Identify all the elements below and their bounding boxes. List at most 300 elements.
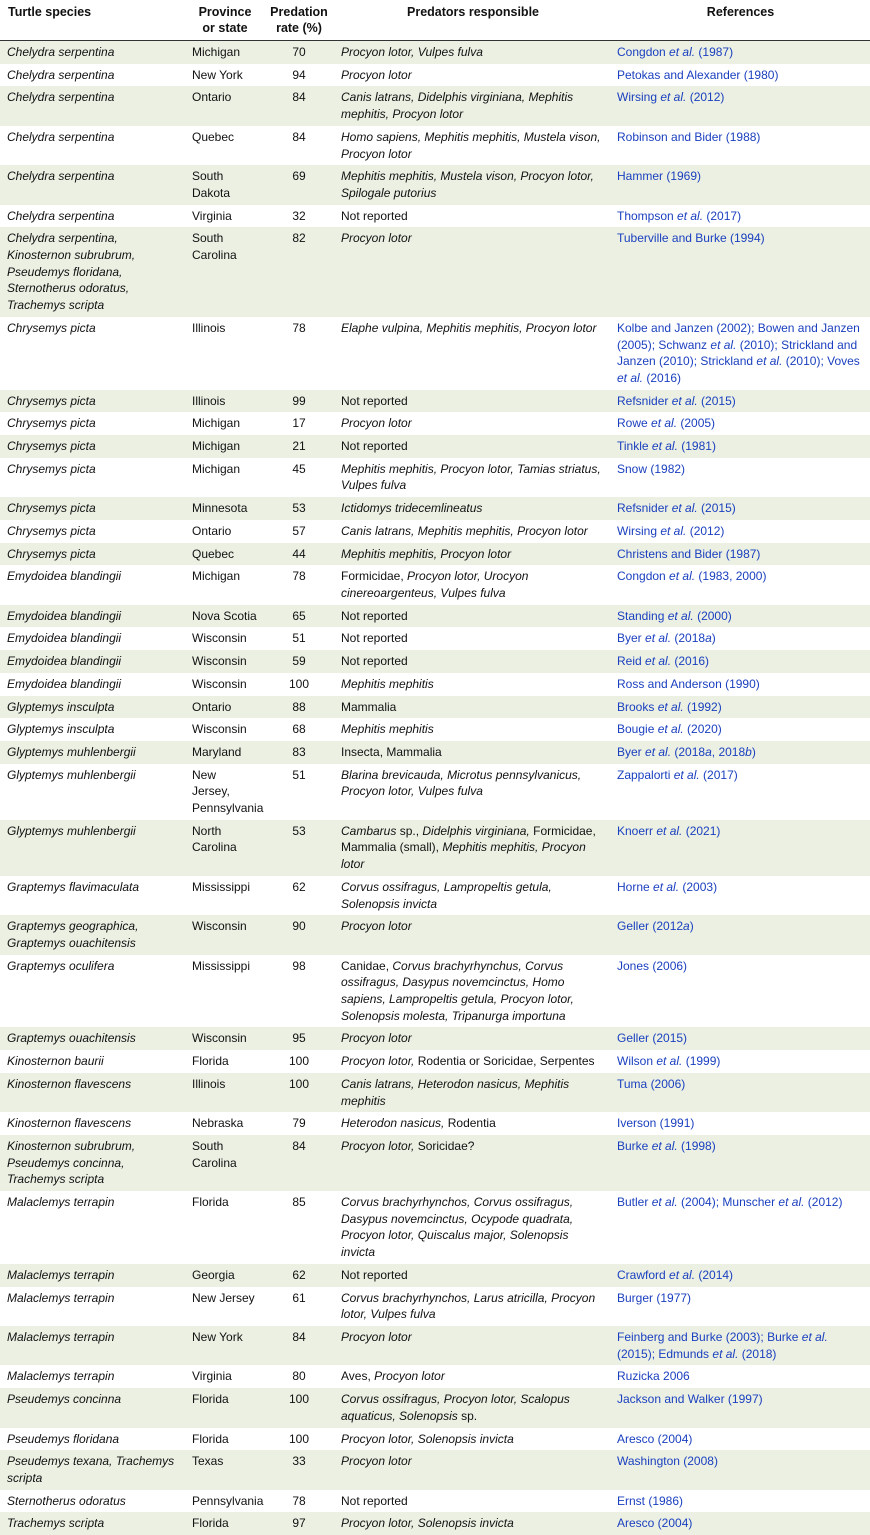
rate-cell: 53: [263, 820, 335, 876]
predator-name: Mammalia: [386, 745, 441, 759]
predator-name: Mammalia (small),: [341, 840, 442, 854]
rate-cell: 99: [263, 390, 335, 413]
table-row: [0, 718, 870, 741]
predator-name: Elaphe vulpina,: [341, 321, 426, 335]
rate-cell: 84: [263, 1326, 335, 1365]
predators-cell: [335, 126, 611, 165]
predator-name: Mammalia: [341, 700, 396, 714]
predator-name: Vulpes fulva: [418, 784, 483, 798]
references-cell[interactable]: Robinson and Bider (1988): [611, 126, 870, 165]
predators-cell: [335, 86, 611, 125]
predators-cell: [335, 605, 611, 628]
header-row: [0, 0, 870, 41]
references-cell[interactable]: Jackson and Walker (1997): [611, 1388, 870, 1427]
predator-name: Procyon lotor,: [341, 1432, 418, 1446]
rate-cell: 100: [263, 673, 335, 696]
predators-cell: [335, 435, 611, 458]
predators-cell: [335, 1326, 611, 1365]
province-cell: Wisconsin: [187, 673, 263, 696]
predators-cell: [335, 718, 611, 741]
species-cell: Chrysemys picta: [0, 412, 187, 435]
references-cell[interactable]: Standing et al. (2000): [611, 605, 870, 628]
province-cell: Wisconsin: [187, 627, 263, 650]
predator-name: Procyon lotor,: [341, 1054, 418, 1068]
province-cell: Ontario: [187, 696, 263, 719]
predator-name: Ocypode quadrata,: [471, 1212, 573, 1226]
predators-cell: [335, 1428, 611, 1451]
predator-name: Canis latrans,: [341, 1077, 418, 1091]
species-cell: Malaclemys terrapin: [0, 1287, 187, 1326]
table-row: [0, 915, 870, 954]
species-cell: Malaclemys terrapin: [0, 1191, 187, 1264]
rate-cell: 57: [263, 520, 335, 543]
predator-name: Solenopsis invicta: [418, 1516, 514, 1530]
predator-name: Ictidomys tridecemlineatus: [341, 501, 482, 515]
rate-cell: 78: [263, 1490, 335, 1513]
predators-cell: [335, 390, 611, 413]
species-cell: Chrysemys picta: [0, 317, 187, 390]
rate-cell: 62: [263, 876, 335, 915]
province-cell: Michigan: [187, 41, 263, 64]
predator-name: Corvus ossifragus,: [341, 959, 563, 990]
predators-cell: [335, 1073, 611, 1112]
predator-name: Blarina brevicauda,: [341, 768, 447, 782]
predator-name: Aves,: [341, 1369, 374, 1383]
predator-name: Soricidae?: [418, 1139, 475, 1153]
predators-cell: [335, 1287, 611, 1326]
province-cell: Texas: [187, 1450, 263, 1489]
predator-name: Didelphis virginiana,: [422, 824, 533, 838]
table-row: [0, 205, 870, 228]
province-cell: Florida: [187, 1050, 263, 1073]
rate-cell: 84: [263, 1135, 335, 1191]
predator-name: Procyon lotor: [341, 416, 412, 430]
species-cell: Kinosternon subrubrum, Pseudemys concinna, Trachemys scripta: [0, 1135, 187, 1191]
rate-cell: 61: [263, 1287, 335, 1326]
references-cell[interactable]: Wirsing et al. (2012): [611, 86, 870, 125]
predator-name: Procyon lotor: [341, 68, 412, 82]
rate-cell: 44: [263, 543, 335, 566]
table-row: [0, 165, 870, 204]
rate-cell: 45: [263, 458, 335, 497]
predator-name: Canis latrans,: [341, 90, 418, 104]
references-cell[interactable]: Kolbe and Janzen (2002); Bowen and Janzen (2005); Schwanz et al. (2010); Strickland and Janzen (2010); Strickland et al. (2010); Voves et al. (2016): [611, 317, 870, 390]
predator-name: Procyon lotor: [374, 1369, 445, 1383]
province-cell: Michigan: [187, 565, 263, 604]
predators-cell: [335, 1112, 611, 1135]
rate-cell: 65: [263, 605, 335, 628]
predator-name: Mephitis mephitis: [341, 1077, 569, 1108]
predator-name: Procyon lotor,: [341, 1291, 595, 1322]
rate-cell: 68: [263, 718, 335, 741]
predator-name: Procyon lotor,: [341, 1516, 418, 1530]
table-row: [0, 412, 870, 435]
table-row: [0, 126, 870, 165]
species-cell: Chelydra serpentina: [0, 165, 187, 204]
province-cell: Nebraska: [187, 1112, 263, 1135]
species-cell: Glyptemys muhlenbergii: [0, 741, 187, 764]
predator-name: Cambarus sp.,: [341, 824, 422, 838]
rate-cell: 100: [263, 1073, 335, 1112]
species-cell: Chelydra serpentina: [0, 126, 187, 165]
table-row: [0, 41, 870, 64]
predator-name: Solenopsis invicta: [418, 1432, 514, 1446]
province-cell: Florida: [187, 1428, 263, 1451]
predators-cell: [335, 673, 611, 696]
province-cell: Wisconsin: [187, 915, 263, 954]
predator-name: Heterodon nasicus,: [418, 1077, 525, 1091]
predators-cell: [335, 955, 611, 1028]
predators-cell: [335, 41, 611, 64]
province-cell: North Carolina: [187, 820, 263, 876]
predator-name: Vulpes fulva: [341, 478, 406, 492]
references-cell[interactable]: Aresco (2004): [611, 1428, 870, 1451]
predator-name: Mephitis mephitis: [341, 677, 434, 691]
species-cell: Graptemys flavimaculata: [0, 876, 187, 915]
predator-name: Corvus brachyrhynchos,: [341, 1195, 474, 1209]
references-cell[interactable]: Burke et al. (1998): [611, 1135, 870, 1191]
province-cell: Illinois: [187, 1073, 263, 1112]
references-cell[interactable]: Ross and Anderson (1990): [611, 673, 870, 696]
predator-name: Microtus pennsylvanicus,: [447, 768, 581, 782]
province-cell: South Dakota: [187, 165, 263, 204]
predator-name: Canidae,: [341, 959, 392, 973]
table-row: [0, 1512, 870, 1535]
predator-name: Procyon lotor: [341, 1031, 412, 1045]
rate-cell: 17: [263, 412, 335, 435]
predators-cell: [335, 520, 611, 543]
province-cell: Wisconsin: [187, 1027, 263, 1050]
header-species: Turtle species: [0, 0, 187, 41]
predator-name: Dasypus novemcinctus,: [402, 975, 532, 989]
province-cell: Virginia: [187, 1365, 263, 1388]
predator-name: Corvus ossifragus,: [341, 880, 444, 894]
province-cell: Michigan: [187, 435, 263, 458]
predator-name: Procyon lotor,: [341, 1139, 418, 1153]
references-cell[interactable]: Wirsing et al. (2012): [611, 520, 870, 543]
predator-name: Mephitis mephitis,: [418, 524, 517, 538]
predator-name: Not reported: [341, 439, 408, 453]
references-cell[interactable]: Brooks et al. (1992): [611, 696, 870, 719]
predators-cell: [335, 915, 611, 954]
province-cell: Florida: [187, 1191, 263, 1264]
references-cell[interactable]: Tuberville and Burke (1994): [611, 227, 870, 317]
predator-name: Not reported: [341, 1268, 408, 1282]
predator-name: Procyon lotor: [517, 524, 588, 538]
predator-name: Didelphis virginiana,: [418, 90, 529, 104]
province-cell: South Carolina: [187, 1135, 263, 1191]
header-rate: Predation rate (%): [263, 0, 335, 41]
province-cell: Michigan: [187, 412, 263, 435]
predator-name: Not reported: [341, 1494, 408, 1508]
province-cell: Ontario: [187, 86, 263, 125]
species-cell: Emydoidea blandingii: [0, 627, 187, 650]
predator-name: Mephitis mephitis,: [341, 547, 440, 561]
table-row: [0, 1428, 870, 1451]
province-cell: Wisconsin: [187, 650, 263, 673]
species-cell: Glyptemys muhlenbergii: [0, 820, 187, 876]
references-cell[interactable]: Christens and Bider (1987): [611, 543, 870, 566]
table-row: [0, 64, 870, 87]
predator-name: Procyon lotor,: [407, 569, 484, 583]
references-cell[interactable]: Congdon et al. (1987): [611, 41, 870, 64]
predator-name: Mustela vison,: [440, 169, 520, 183]
predator-name: Procyon lotor: [341, 919, 412, 933]
references-cell[interactable]: Geller (2012a): [611, 915, 870, 954]
predator-name: Mephitis mephitis,: [341, 462, 440, 476]
predator-name: Corvus ossifragus,: [474, 1195, 573, 1209]
species-cell: Malaclemys terrapin: [0, 1365, 187, 1388]
rate-cell: 32: [263, 205, 335, 228]
predators-cell: [335, 205, 611, 228]
predator-name: Procyon lotor: [440, 547, 511, 561]
table-row: [0, 1326, 870, 1365]
references-cell[interactable]: Ruzicka 2006: [611, 1365, 870, 1388]
predator-name: Rodentia: [448, 1116, 496, 1130]
references-cell[interactable]: Geller (2015): [611, 1027, 870, 1050]
predator-name: Mephitis mephitis,: [442, 840, 541, 854]
species-cell: Emydoidea blandingii: [0, 605, 187, 628]
references-cell[interactable]: Feinberg and Burke (2003); Burke et al. (2015); Edmunds et al. (2018): [611, 1326, 870, 1365]
province-cell: Pennsylvania: [187, 1490, 263, 1513]
references-cell[interactable]: Byer et al. (2018a): [611, 627, 870, 650]
table-row: [0, 565, 870, 604]
references-cell[interactable]: Tinkle et al. (1981): [611, 435, 870, 458]
predator-name: Mephitis mephitis: [341, 722, 434, 736]
species-cell: Glyptemys insculpta: [0, 718, 187, 741]
predators-cell: [335, 458, 611, 497]
predators-cell: [335, 1135, 611, 1191]
rate-cell: 79: [263, 1112, 335, 1135]
references-cell[interactable]: Butler et al. (2004); Munscher et al. (2012): [611, 1191, 870, 1264]
province-cell: Quebec: [187, 126, 263, 165]
references-cell[interactable]: Aresco (2004): [611, 1512, 870, 1535]
table-row: [0, 1264, 870, 1287]
province-cell: South Carolina: [187, 227, 263, 317]
predator-name: Vulpes fulva: [418, 45, 483, 59]
rate-cell: 51: [263, 764, 335, 820]
species-cell: Pseudemys concinna: [0, 1388, 187, 1427]
predator-name: Corvus brachyrhynchos,: [341, 1291, 474, 1305]
predator-name: Not reported: [341, 654, 408, 668]
references-cell[interactable]: Hammer (1969): [611, 165, 870, 204]
predator-name: Procyon lotor: [341, 231, 412, 245]
references-cell[interactable]: Ernst (1986): [611, 1490, 870, 1513]
species-cell: Chrysemys picta: [0, 497, 187, 520]
predator-name: Not reported: [341, 209, 408, 223]
species-cell: Malaclemys terrapin: [0, 1264, 187, 1287]
rate-cell: 78: [263, 317, 335, 390]
predator-name: Canis latrans,: [341, 524, 418, 538]
province-cell: New York: [187, 1326, 263, 1365]
table-row: [0, 1191, 870, 1264]
predator-name: Quiscalus major,: [418, 1228, 510, 1242]
predator-name: Corvus brachyrhynchus,: [392, 959, 525, 973]
references-cell[interactable]: Refsnider et al. (2015): [611, 390, 870, 413]
references-cell[interactable]: Refsnider et al. (2015): [611, 497, 870, 520]
predator-name: Vulpes fulva: [440, 586, 505, 600]
predator-name: Heterodon nasicus,: [341, 1116, 448, 1130]
rate-cell: 98: [263, 955, 335, 1028]
references-cell[interactable]: Crawford et al. (2014): [611, 1264, 870, 1287]
rate-cell: 62: [263, 1264, 335, 1287]
species-cell: Chelydra serpentina, Kinosternon subrubrum, Pseudemys floridana, Sternotherus odoratus, Trachemys scripta: [0, 227, 187, 317]
rate-cell: 97: [263, 1512, 335, 1535]
header-references: References: [611, 0, 870, 41]
table-body: [0, 41, 870, 1535]
references-cell[interactable]: Wilson et al. (1999): [611, 1050, 870, 1073]
references-cell[interactable]: Bougie et al. (2020): [611, 718, 870, 741]
table-row: [0, 741, 870, 764]
references-cell[interactable]: Iverson (1991): [611, 1112, 870, 1135]
province-cell: Maryland: [187, 741, 263, 764]
predator-name: Larus atricilla,: [474, 1291, 551, 1305]
references-cell[interactable]: Horne et al. (2003): [611, 876, 870, 915]
species-cell: Graptemys geographica, Graptemys ouachitensis: [0, 915, 187, 954]
predator-name: Scalopus aquaticus,: [341, 1392, 570, 1423]
table-row: [0, 673, 870, 696]
predator-name: Procyon lotor,: [341, 45, 418, 59]
references-cell[interactable]: Petokas and Alexander (1980): [611, 64, 870, 87]
references-cell[interactable]: Thompson et al. (2017): [611, 205, 870, 228]
province-cell: Mississippi: [187, 876, 263, 915]
predator-name: Not reported: [341, 631, 408, 645]
province-cell: Virginia: [187, 205, 263, 228]
predator-name: Serpentes: [540, 1054, 595, 1068]
predator-name: Procyon lotor,: [341, 784, 418, 798]
table-row: [0, 1112, 870, 1135]
rate-cell: 85: [263, 1191, 335, 1264]
species-cell: Emydoidea blandingii: [0, 565, 187, 604]
rate-cell: 70: [263, 41, 335, 64]
rate-cell: 82: [263, 227, 335, 317]
province-cell: Florida: [187, 1388, 263, 1427]
table-row: [0, 227, 870, 317]
predator-name: Procyon lotor,: [440, 462, 517, 476]
predators-cell: [335, 497, 611, 520]
predator-name: Procyon lotor,: [444, 1392, 521, 1406]
province-cell: Illinois: [187, 390, 263, 413]
rate-cell: 100: [263, 1388, 335, 1427]
predators-cell: [335, 165, 611, 204]
predators-cell: [335, 565, 611, 604]
predator-name: Corvus ossifragus,: [341, 1392, 444, 1406]
table-row: [0, 458, 870, 497]
species-cell: Glyptemys insculpta: [0, 696, 187, 719]
table-row: [0, 650, 870, 673]
province-cell: Minnesota: [187, 497, 263, 520]
rate-cell: 84: [263, 86, 335, 125]
predator-name: Spilogale putorius: [341, 186, 436, 200]
predators-cell: [335, 1490, 611, 1513]
species-cell: Pseudemys texana, Trachemys scripta: [0, 1450, 187, 1489]
table-row: [0, 1287, 870, 1326]
references-cell[interactable]: Jones (2006): [611, 955, 870, 1028]
references-cell[interactable]: Tuma (2006): [611, 1073, 870, 1112]
references-cell[interactable]: Zappalorti et al. (2017): [611, 764, 870, 820]
species-cell: Trachemys scripta: [0, 1512, 187, 1535]
predator-name: Procyon lotor,: [500, 992, 573, 1006]
rate-cell: 80: [263, 1365, 335, 1388]
references-cell[interactable]: Byer et al. (2018a, 2018b): [611, 741, 870, 764]
predator-name: Tripanurga importuna: [452, 1009, 566, 1023]
predator-name: Procyon lotor: [392, 107, 463, 121]
predators-cell: [335, 820, 611, 876]
rate-cell: 94: [263, 64, 335, 87]
species-cell: Emydoidea blandingii: [0, 673, 187, 696]
predators-cell: [335, 227, 611, 317]
predator-name: Solenopsis molesta,: [341, 1009, 452, 1023]
predator-name: Solenopsis invicta: [341, 1228, 568, 1259]
references-cell[interactable]: Burger (1977): [611, 1287, 870, 1326]
references-cell[interactable]: Snow (1982): [611, 458, 870, 497]
predator-name: Mephitis mephitis,: [426, 321, 525, 335]
table-row: [0, 1135, 870, 1191]
predators-cell: [335, 1388, 611, 1427]
species-cell: Kinosternon flavescens: [0, 1073, 187, 1112]
predator-name: Mephitis mephitis,: [341, 90, 573, 121]
table-row: [0, 497, 870, 520]
species-cell: Emydoidea blandingii: [0, 650, 187, 673]
species-cell: Chrysemys picta: [0, 543, 187, 566]
table-row: [0, 1490, 870, 1513]
references-cell[interactable]: Knoerr et al. (2021): [611, 820, 870, 876]
table-row: [0, 435, 870, 458]
rate-cell: 21: [263, 435, 335, 458]
table-row: [0, 876, 870, 915]
references-cell[interactable]: Congdon et al. (1983, 2000): [611, 565, 870, 604]
table-row: [0, 390, 870, 413]
species-cell: Chelydra serpentina: [0, 41, 187, 64]
species-cell: Graptemys oculifera: [0, 955, 187, 1028]
rate-cell: 59: [263, 650, 335, 673]
predator-name: Procyon lotor: [341, 147, 412, 161]
table-row: [0, 1027, 870, 1050]
references-cell[interactable]: Rowe et al. (2005): [611, 412, 870, 435]
predator-name: Tamias striatus,: [517, 462, 601, 476]
species-cell: Glyptemys muhlenbergii: [0, 764, 187, 820]
predators-cell: [335, 1365, 611, 1388]
references-cell[interactable]: Washington (2008): [611, 1450, 870, 1489]
predators-cell: [335, 1512, 611, 1535]
predator-name: Vulpes fulva: [370, 1307, 435, 1321]
predators-cell: [335, 317, 611, 390]
predator-name: Lampropeltis getula,: [389, 992, 500, 1006]
predator-name: Rodentia or Soricidae,: [418, 1054, 540, 1068]
province-cell: Quebec: [187, 543, 263, 566]
predator-name: Lampropeltis getula,: [444, 880, 552, 894]
predators-cell: [335, 741, 611, 764]
predator-name: Procyon lotor,: [341, 1228, 418, 1242]
species-cell: Chrysemys picta: [0, 458, 187, 497]
rate-cell: 83: [263, 741, 335, 764]
rate-cell: 33: [263, 1450, 335, 1489]
predators-cell: [335, 764, 611, 820]
header-predators: Predators responsible: [335, 0, 611, 41]
predators-cell: [335, 1191, 611, 1264]
references-cell[interactable]: Reid et al. (2016): [611, 650, 870, 673]
species-cell: Malaclemys terrapin: [0, 1326, 187, 1365]
province-cell: Wisconsin: [187, 718, 263, 741]
table-row: [0, 1050, 870, 1073]
predators-cell: [335, 650, 611, 673]
rate-cell: 90: [263, 915, 335, 954]
predator-name: Mustela vison,: [524, 130, 601, 144]
table-row: [0, 955, 870, 1028]
predators-cell: [335, 1264, 611, 1287]
table-row: [0, 764, 870, 820]
predator-name: Mephitis mephitis,: [341, 169, 440, 183]
